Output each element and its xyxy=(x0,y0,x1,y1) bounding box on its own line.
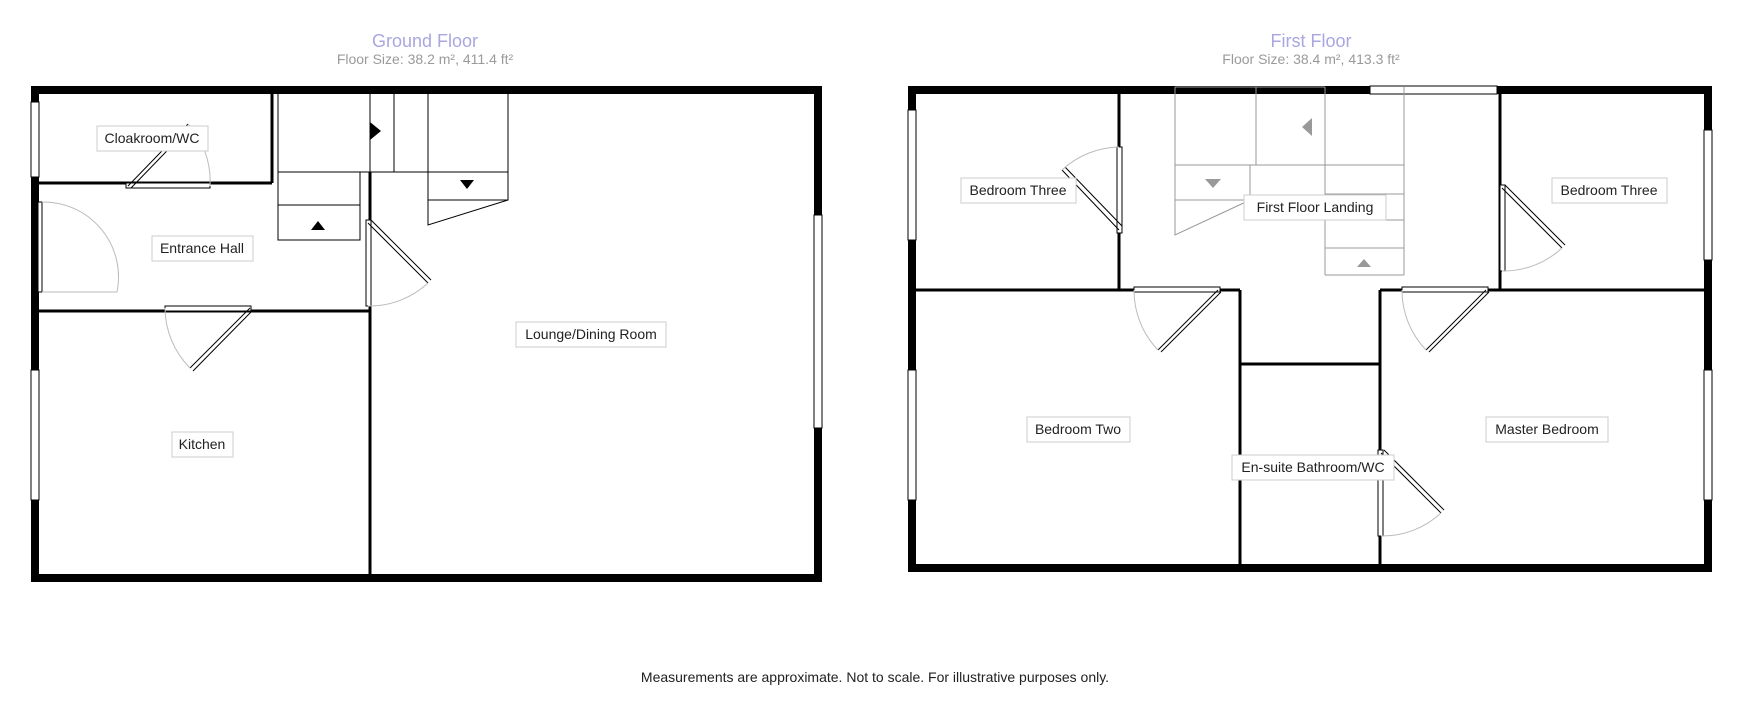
ground-windows xyxy=(31,102,822,500)
ground-floor-plan xyxy=(31,31,822,578)
stair-arrow-down-icon-first xyxy=(1205,179,1221,188)
label-kitchen xyxy=(172,432,233,457)
ground-outer-wall xyxy=(35,90,818,578)
label-bedroom-three-left-text: Bedroom Three xyxy=(969,182,1067,198)
ground-floor-size: Floor Size: 38.2 m², 411.4 ft² xyxy=(336,51,514,67)
first-floor-size: Floor Size: 38.4 m², 413.3 ft² xyxy=(1222,51,1400,67)
label-cloakroom-text: Cloakroom/WC xyxy=(104,130,200,146)
label-master-bedroom xyxy=(1486,417,1608,442)
label-lounge-text: Lounge/Dining Room xyxy=(525,326,657,342)
stair-arrow-up-icon xyxy=(311,221,325,230)
label-entrance-hall xyxy=(152,236,253,261)
label-bedroom-two xyxy=(1027,417,1130,442)
label-bedroom-three-left xyxy=(961,178,1076,203)
label-entrance-hall-text: Entrance Hall xyxy=(159,240,245,256)
first-interior-walls xyxy=(914,92,1706,566)
disclaimer-note: Measurements are approximate. Not to scale. For illustrative purposes only. xyxy=(640,669,1110,685)
first-outer-wall xyxy=(912,90,1708,568)
ground-floor-title: Ground Floor xyxy=(371,31,479,51)
label-bedroom-three-right xyxy=(1552,178,1667,203)
stair-arrow-down-icon xyxy=(460,180,474,189)
label-lounge xyxy=(516,322,666,347)
label-master-bedroom-text: Master Bedroom xyxy=(1495,421,1599,437)
label-ensuite xyxy=(1232,455,1394,480)
ground-interior-walls xyxy=(37,92,370,576)
first-floor-title: First Floor xyxy=(1270,31,1352,51)
label-landing xyxy=(1244,195,1386,220)
label-bedroom-two-text: Bedroom Two xyxy=(1034,421,1122,437)
label-kitchen-text: Kitchen xyxy=(178,436,226,452)
label-ensuite-text: En-suite Bathroom/WC xyxy=(1241,459,1385,475)
label-landing-text: First Floor Landing xyxy=(1256,199,1374,215)
ground-staircase xyxy=(278,92,508,240)
first-floor-plan xyxy=(908,31,1712,568)
stair-arrow-left-icon xyxy=(1302,118,1312,136)
stair-arrow-right-icon xyxy=(370,122,381,140)
label-cloakroom xyxy=(97,126,208,151)
label-bedroom-three-right-text: Bedroom Three xyxy=(1560,182,1658,198)
stair-arrow-up-icon-first xyxy=(1357,259,1371,267)
